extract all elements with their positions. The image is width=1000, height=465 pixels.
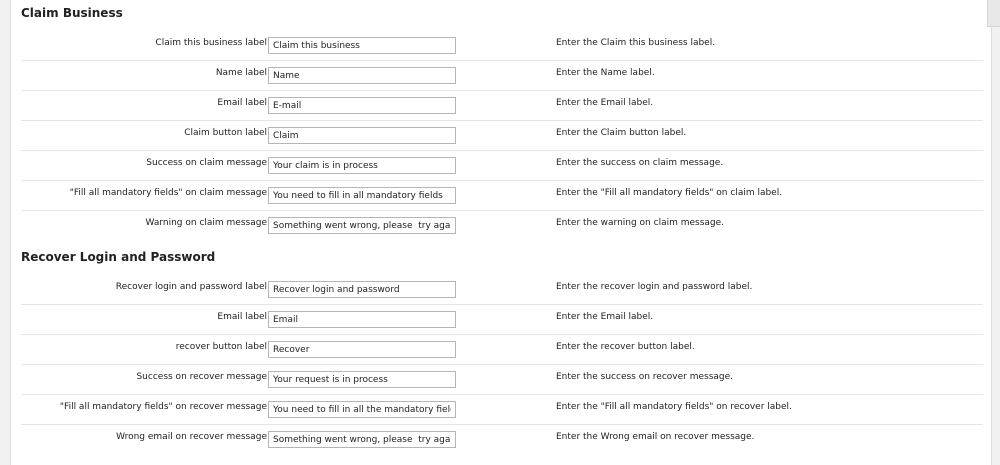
form-row-claim-button-label — [21, 120, 983, 151]
section-title-recover-login: Recover Login and Password — [21, 250, 216, 264]
form-row-recover-button-label — [21, 334, 983, 365]
form-row-recover-success-message — [21, 364, 983, 395]
field-description: Enter the Email label. — [556, 312, 654, 322]
field-description: Enter the success on recover message. — [556, 372, 734, 382]
field-label: Success on claim message — [146, 158, 267, 168]
field-description: Enter the Claim button label. — [556, 128, 687, 138]
claim-mandatory-fields-message-input[interactable] — [268, 187, 456, 204]
claim-warning-message-input[interactable] — [268, 217, 456, 234]
claim-this-business-label-input[interactable] — [268, 37, 456, 54]
recover-wrong-email-message-input[interactable] — [268, 431, 456, 448]
form-row-recover-wrong-email-message — [21, 424, 983, 454]
field-description: Enter the Wrong email on recover message. — [556, 432, 755, 442]
field-label: "Fill all mandatory fields" on recover message — [59, 402, 267, 412]
recover-button-label-input[interactable] — [268, 341, 456, 358]
field-description: Enter the "Fill all mandatory fields" on recover label. — [556, 402, 792, 412]
field-label: recover button label — [175, 342, 267, 352]
field-label: Warning on claim message — [145, 218, 267, 228]
field-description: Enter the Email label. — [556, 98, 654, 108]
window-corner — [987, 0, 1000, 27]
field-label: Claim button label — [184, 128, 267, 138]
form-row-claim-success-message — [21, 150, 983, 181]
field-label: Recover login and password label — [115, 282, 267, 292]
section-title-claim-business: Claim Business — [21, 6, 123, 20]
recover-mandatory-fields-message-input[interactable] — [268, 401, 456, 418]
field-description: Enter the recover login and password label. — [556, 282, 753, 292]
form-row-claim-email-label — [21, 90, 983, 121]
field-label: Claim this business label — [155, 38, 267, 48]
settings-panel — [10, 0, 992, 465]
recover-success-message-input[interactable] — [268, 371, 456, 388]
form-row-recover-login-label — [21, 274, 983, 305]
field-description: Enter the success on claim message. — [556, 158, 724, 168]
claim-email-label-input[interactable] — [268, 97, 456, 114]
field-label: Wrong email on recover message — [116, 432, 267, 442]
field-label: Email label — [217, 312, 267, 322]
form-row-recover-email-label — [21, 304, 983, 335]
field-label: Success on recover message — [136, 372, 267, 382]
field-description: Enter the warning on claim message. — [556, 218, 725, 228]
field-description: Enter the Name label. — [556, 68, 655, 78]
recover-email-label-input[interactable] — [268, 311, 456, 328]
recover-login-label-input[interactable] — [268, 281, 456, 298]
field-description: Enter the Claim this business label. — [556, 38, 716, 48]
claim-name-label-input[interactable] — [268, 67, 456, 84]
form-row-claim-this-business-label — [21, 30, 983, 61]
form-row-recover-mandatory-fields-message — [21, 394, 983, 425]
claim-success-message-input[interactable] — [268, 157, 456, 174]
field-label: Name label — [215, 68, 267, 78]
field-label: "Fill all mandatory fields" on claim message — [69, 188, 267, 198]
form-row-claim-warning-message — [21, 210, 983, 240]
field-description: Enter the "Fill all mandatory fields" on claim label. — [556, 188, 783, 198]
field-label: Email label — [217, 98, 267, 108]
form-row-claim-name-label — [21, 60, 983, 91]
field-description: Enter the recover button label. — [556, 342, 695, 352]
form-row-claim-mandatory-fields-message — [21, 180, 983, 211]
claim-button-label-input[interactable] — [268, 127, 456, 144]
